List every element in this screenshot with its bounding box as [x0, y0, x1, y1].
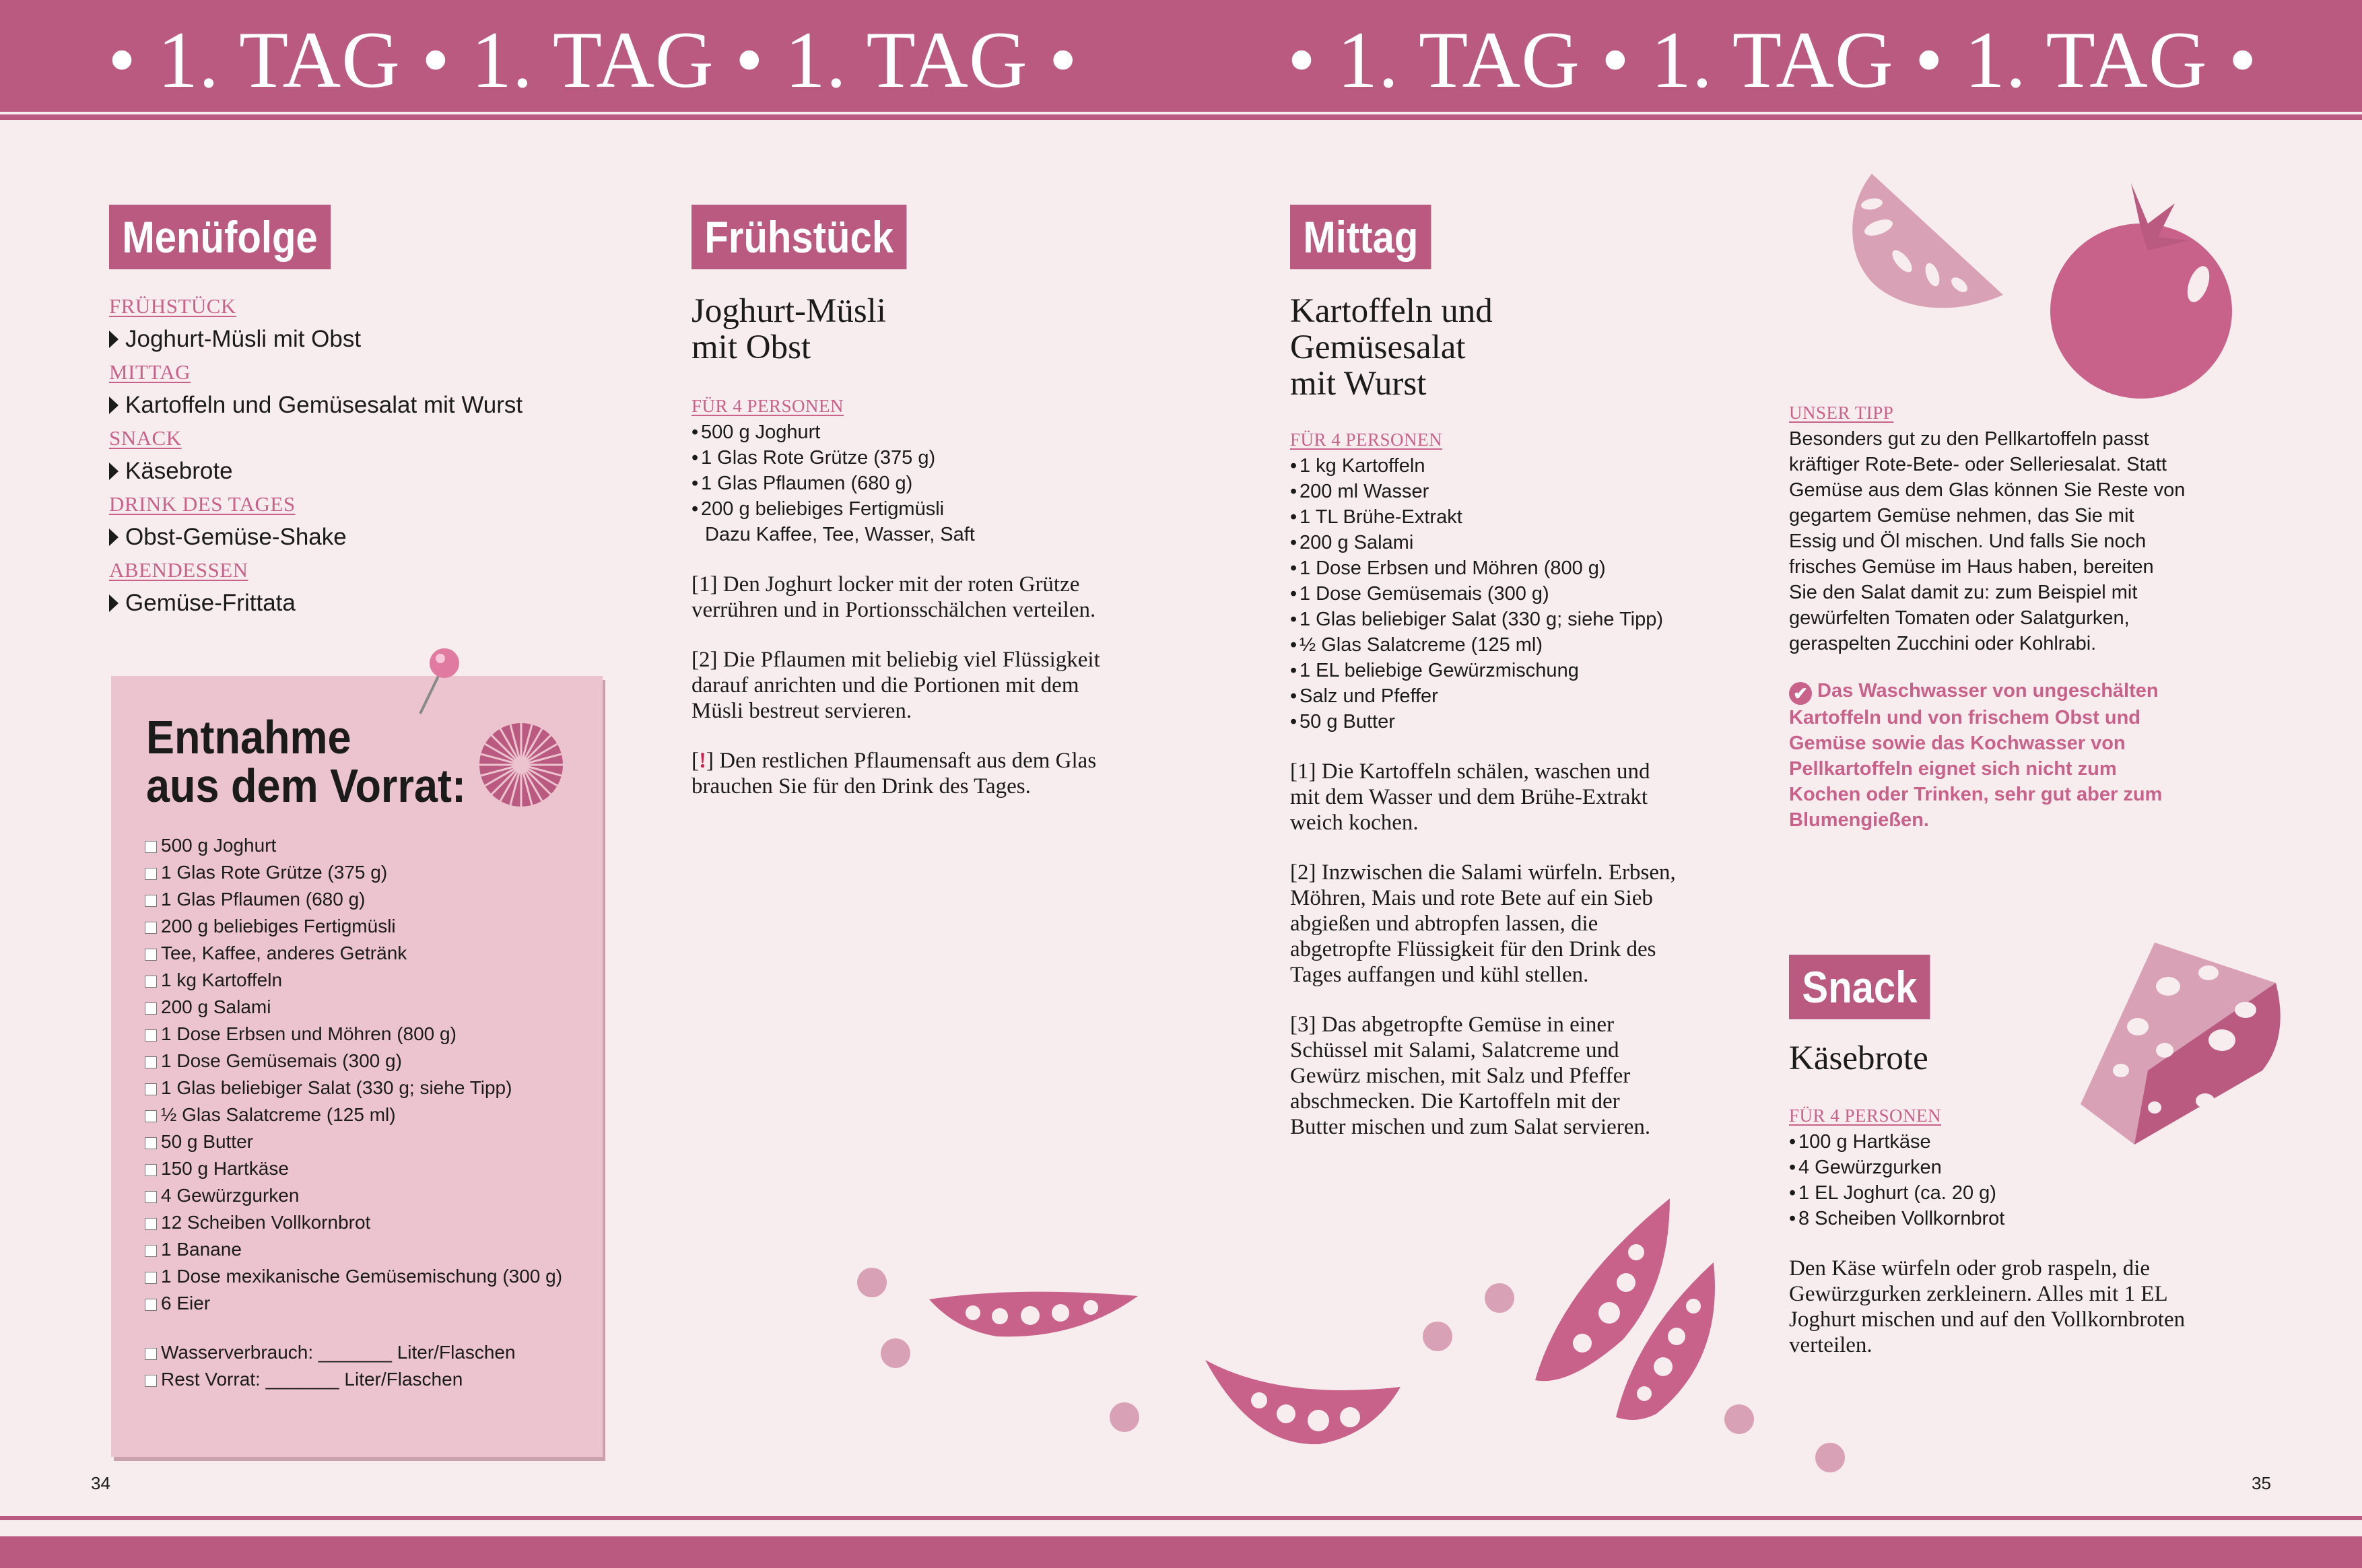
checkbox[interactable] [145, 1299, 157, 1311]
arrow-right-icon [109, 594, 119, 612]
arrow-right-icon [109, 463, 119, 480]
pantry-item[interactable]: 12 Scheiben Vollkornbrot [145, 1209, 562, 1236]
pantry-item[interactable]: 500 g Joghurt [145, 832, 562, 859]
recipe-step: [3] Das abgetropfte Gemüse in einer Schüssel mit Salami, Salatcreme und Gewürz mischen, mit Salz und Pfeffer abschmecken. Die Kartoffeln mit der Butter mischen und zum Salat servieren. [1290, 1013, 1651, 1139]
page-number-left: 34 [91, 1473, 110, 1493]
page-number-right: 35 [2252, 1473, 2271, 1493]
tip-text: Besonders gut zu den Pellkartoffeln passt kräftiger Rote-Bete- oder Selleriesalat. Statt Gemüse aus dem Glas können Sie Reste von gegartem Gemüse nehmen, das Sie mit Essig und Öl mischen. Und falls Sie noch frisches Gemüse im Haus haben, bereiten Sie den Salat damit zu: zum Beispiel mit gewürfelten Tomaten oder Salatgurken, geraspelten Zucchini oder Kohlrabi. [1789, 428, 2186, 654]
pantry-item[interactable]: 50 g Butter [145, 1128, 562, 1155]
ingredient-item: • ½ Glas Salatcreme (125 ml) [1290, 634, 1543, 656]
ingredient-item: • 1 EL Joghurt (ca. 20 g) [1789, 1182, 1996, 1204]
pantry-item[interactable]: 1 Glas beliebiger Salat (330 g; siehe Tipp) [145, 1075, 562, 1101]
menu-category: DRINK DES TAGES [109, 492, 296, 516]
checkbox[interactable] [145, 868, 157, 880]
checkbox[interactable] [145, 976, 157, 988]
cheese-icon [2074, 936, 2289, 1151]
pantry-item[interactable]: 200 g Salami [145, 994, 562, 1021]
menu-category: FRÜHSTÜCK [109, 294, 236, 318]
checkbox[interactable] [145, 841, 157, 853]
footer-rule [0, 1516, 2362, 1520]
water-usage-row[interactable]: Wasserverbrauch: _______ Liter/Flaschen [145, 1339, 516, 1366]
recipe-title: Käsebrote [1789, 1039, 1928, 1077]
ingredient-item: • 1 Glas Pflaumen (680 g) [691, 473, 913, 494]
checkbox[interactable] [145, 1137, 157, 1149]
ingredient-item: • 100 g Hartkäse [1789, 1131, 1931, 1153]
arrow-right-icon [109, 529, 119, 546]
ingredient-item: • 200 g Salami [1290, 532, 1414, 553]
ingredient-item: • 50 g Butter [1290, 711, 1395, 732]
menu-list [109, 291, 634, 621]
menu-item: Obst-Gemüse-Shake [109, 520, 634, 555]
breakfast-heading: Frühstück [691, 205, 906, 269]
ingredient-item: • 4 Gewürzgurken [1789, 1157, 1942, 1178]
footer-band [0, 1536, 2362, 1568]
recipe-step: [2] Die Pflaumen mit beliebig viel Flüssigkeit darauf anrichten und die Portionen mit dem Müsli bestreut servieren. [691, 648, 1100, 723]
pantry-item[interactable]: 200 g beliebiges Fertigmüsli [145, 913, 562, 940]
recipe-title: Kartoffeln und Gemüsesalat mit Wurst [1290, 292, 1493, 403]
pantry-footer [145, 1339, 516, 1393]
checkbox[interactable] [145, 1029, 157, 1042]
pantry-checklist [145, 832, 562, 1317]
tomato-icon [2047, 176, 2235, 405]
menu-heading: Menüfolge [109, 205, 331, 269]
checkbox[interactable] [145, 895, 157, 907]
pantry-item[interactable]: 1 Glas Pflaumen (680 g) [145, 886, 562, 913]
ingredient-item: • 200 ml Wasser [1290, 481, 1429, 502]
checkbox[interactable] [145, 1375, 157, 1387]
ingredient-item: • 1 EL beliebige Gewürzmischung [1290, 660, 1579, 681]
tomato-slice-icon [1838, 167, 2006, 315]
checkbox[interactable] [145, 1002, 157, 1015]
lunch-heading: Mittag [1290, 205, 1431, 269]
menu-category: ABENDESSEN [109, 558, 248, 582]
pantry-item[interactable]: 1 Dose Gemüsemais (300 g) [145, 1048, 562, 1075]
checkbox[interactable] [145, 1110, 157, 1122]
checkbox[interactable] [145, 949, 157, 961]
checkbox[interactable] [145, 1218, 157, 1230]
pantry-item[interactable]: 1 Dose mexikanische Gemüsemischung (300 g) [145, 1263, 562, 1290]
ingredient-item: • 500 g Joghurt [691, 421, 821, 443]
servings-label: FÜR 4 PERSONEN [1290, 430, 1443, 450]
pantry-item[interactable]: 1 Glas Rote Grütze (375 g) [145, 859, 562, 886]
checkbox[interactable] [145, 1083, 157, 1095]
menu-category: SNACK [109, 426, 182, 450]
recipe-hint: [!] Den restlichen Pflaumensaft aus dem Glas brauchen Sie für den Drink des Tages. [691, 749, 1097, 798]
checkbox[interactable] [145, 922, 157, 934]
checkbox[interactable] [145, 1191, 157, 1203]
checkbox[interactable] [145, 1164, 157, 1176]
ingredient-item: • 200 g beliebiges Fertigmüsli [691, 498, 945, 520]
pantry-card [111, 676, 603, 1457]
arrow-right-icon [109, 397, 119, 414]
pantry-title: Entnahme aus dem Vorrat: [146, 711, 466, 812]
ingredient-item: • 1 Dose Gemüsemais (300 g) [1290, 583, 1549, 605]
pantry-item[interactable]: 1 kg Kartoffeln [145, 967, 562, 994]
breakfast-recipe [691, 293, 1122, 799]
recipe-step: [2] Inzwischen die Salami würfeln. Erbsen, Möhren, Mais und rote Bete auf ein Sieb abgießen und abtropfen lassen, die abgetropfte Flüssigkeit für den Drink des Tages auffangen und kühl stellen. [1290, 860, 1676, 987]
ingredient-item: • Salz und Pfeffer [1290, 685, 1438, 707]
menu-item: Gemüse-Frittata [109, 586, 634, 621]
recipe-step: [1] Den Joghurt locker mit der roten Grütze verrühren und in Portionsschälchen verteilen. [691, 572, 1096, 622]
checkbox[interactable] [145, 1348, 157, 1360]
menu-item: Kartoffeln und Gemüsesalat mit Wurst [109, 388, 634, 423]
ingredient-item: • 1 Dose Erbsen und Möhren (800 g) [1290, 557, 1606, 579]
pantry-item[interactable]: Tee, Kaffee, anderes Getränk [145, 940, 562, 967]
header-rule [0, 114, 2362, 120]
tip-hint: ✔ Das Waschwasser von ungeschälten Kartoffeln und von frischem Obst und Gemüse sowie das Kochwasser von Pellkartoffeln eignet sich nicht zum Kochen oder Trinken, sehr gut aber zum Blumengießen. [1789, 680, 2163, 831]
ingredient-list [1290, 453, 1681, 735]
checkbox[interactable] [145, 1245, 157, 1257]
menu-item: Käsebrote [109, 454, 634, 489]
header-day-right: • 1. TAG • 1. TAG • 1. TAG • [1287, 15, 2258, 104]
pantry-item[interactable]: 1 Banane [145, 1236, 562, 1263]
recipe-step: [1] Die Kartoffeln schälen, waschen und mit dem Wasser und dem Brühe-Extrakt weich kochen. [1290, 759, 1650, 835]
checkbox[interactable] [145, 1272, 157, 1284]
pantry-item[interactable]: 1 Dose Erbsen und Möhren (800 g) [145, 1021, 562, 1048]
arrow-right-icon [109, 331, 119, 348]
checkbox[interactable] [145, 1056, 157, 1068]
ingredient-item: • 1 Glas beliebiger Salat (330 g; siehe Tipp) [1290, 609, 1664, 630]
rest-supply-row[interactable]: Rest Vorrat: _______ Liter/Flaschen [145, 1366, 516, 1393]
tip-label: UNSER TIPP [1789, 403, 1894, 423]
lunch-recipe [1290, 293, 1681, 1140]
tip-box [1789, 399, 2186, 833]
ingredient-extra: Dazu Kaffee, Tee, Wasser, Saft [705, 524, 975, 545]
ingredient-item: • 1 TL Brühe-Extrakt [1290, 506, 1462, 528]
header-day-left: • 1. TAG • 1. TAG • 1. TAG • [108, 15, 1078, 104]
snack-heading: Snack [1789, 955, 1930, 1019]
menu-item: Joghurt-Müsli mit Obst [109, 322, 634, 357]
servings-label: FÜR 4 PERSONEN [691, 396, 844, 416]
pantry-item[interactable]: 150 g Hartkäse [145, 1155, 562, 1182]
check-circle-icon: ✔ [1789, 682, 1812, 705]
pantry-item[interactable]: ½ Glas Salatcreme (125 ml) [145, 1101, 562, 1128]
pantry-item[interactable]: 6 Eier [145, 1290, 562, 1317]
pantry-item[interactable]: 4 Gewürzgurken [145, 1182, 562, 1209]
ingredient-item: • 8 Scheiben Vollkornbrot [1789, 1208, 2005, 1229]
recipe-title: Joghurt-Müsli mit Obst [691, 292, 887, 366]
recipe-step: Den Käse würfeln oder grob raspeln, die Gewürzgurken zerkleinern. Alles mit 1 EL Joghurt mischen und auf den Vollkornbroten verteilen. [1789, 1256, 2186, 1357]
ingredient-list [691, 419, 1122, 522]
ingredient-item: • 1 Glas Rote Grütze (375 g) [691, 447, 936, 469]
pea-pods-icon [795, 1185, 1899, 1481]
servings-label: FÜR 4 PERSONEN [1789, 1105, 1942, 1126]
spoked-wheel-icon [478, 722, 564, 808]
pushpin-icon [411, 646, 465, 720]
menu-category: MITTAG [109, 360, 191, 384]
ingredient-item: • 1 kg Kartoffeln [1290, 455, 1425, 477]
